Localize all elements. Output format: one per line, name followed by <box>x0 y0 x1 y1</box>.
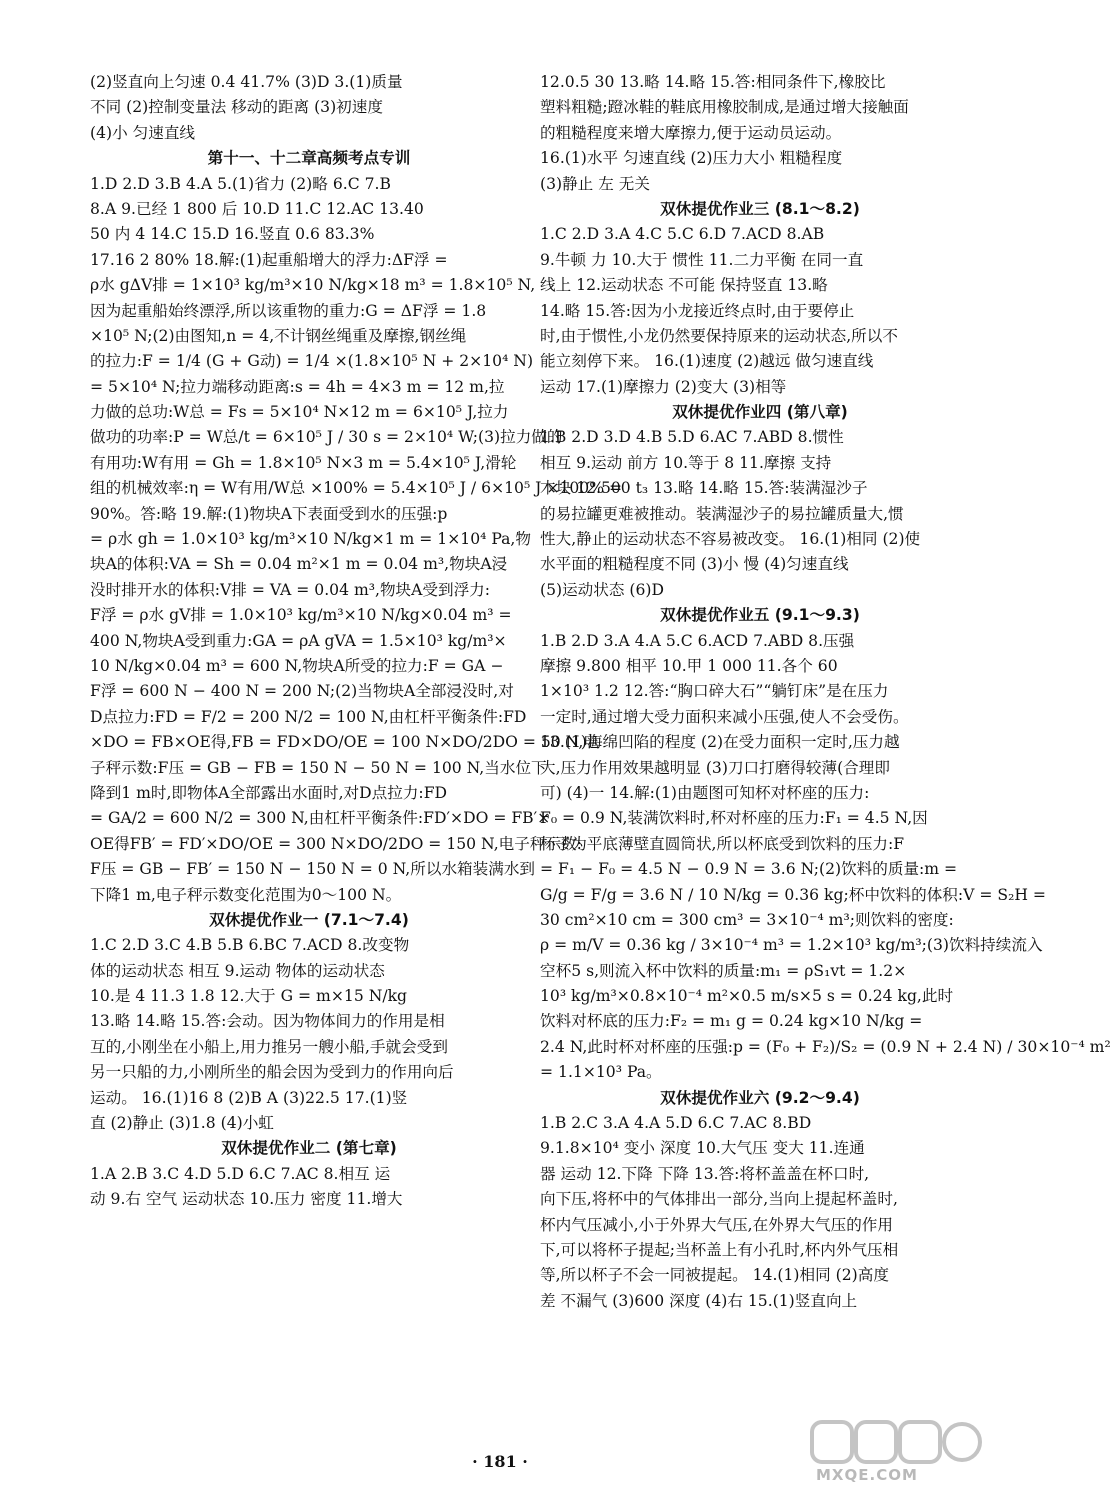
text-line: 差 不漏气 (3)600 深度 (4)右 15.(1)竖直向上 <box>540 1291 858 1310</box>
section-heading: 双休提优作业四 (第八章) <box>672 403 848 422</box>
text-line: 体的运动状态 相互 9.运动 物体的运动状态 <box>90 961 385 980</box>
text-line: F压 = GB − FB′ = 150 N − 150 N = 0 N,所以水箱装满水到 <box>90 860 536 879</box>
text-line: 下,可以将杯子提起;当杯盖上有小孔时,杯内外气压相 <box>540 1240 899 1259</box>
watermark-text: MXQE.COM <box>816 1466 918 1484</box>
section-heading: 双休提优作业六 (9.2～9.4) <box>660 1088 860 1107</box>
text-line: F浮 = ρ水 gV排 = 1.0×10³ kg/m³×10 N/kg×0.04 m³ = <box>90 606 512 625</box>
text-line: = GA/2 = 600 N/2 = 300 N,由杠杆平衡条件:FD′×DO = FB′× <box>90 809 551 828</box>
text-line: 90%。答:略 19.解:(1)物块A下表面受到水的压强:p <box>90 504 448 523</box>
text-line: 塑料粗糙;蹬冰鞋的鞋底用橡胶制成,是通过增大接触面 <box>540 98 909 117</box>
text-line: 30 cm²×10 cm = 300 cm³ = 3×10⁻⁴ m³;则饮料的密度: <box>540 910 954 929</box>
text-line: 1.D 2.D 3.B 4.A 5.(1)省力 (2)略 6.C 7.B <box>90 174 391 193</box>
text-line: 木块 12.500 t₃ 13.略 14.略 15.答:装满湿沙子 <box>540 479 868 498</box>
text-line: 摩擦 9.800 相平 10.甲 1 000 11.各个 60 <box>540 656 838 675</box>
text-line: 互的,小刚坐在小船上,用力推另一艘小船,手就会受到 <box>90 1037 448 1056</box>
text-line: 13.(1)海绵凹陷的程度 (2)在受力面积一定时,压力越 <box>540 733 900 752</box>
text-line: 饮料对杯底的压力:F₂ = m₁ g = 0.24 kg×10 N/kg = <box>540 1012 923 1031</box>
text-line: 1.A 2.B 3.C 4.D 5.D 6.C 7.AC 8.相互 运 <box>90 1164 391 1183</box>
text-line: 50 内 4 14.C 15.D 16.竖直 0.6 83.3% <box>90 225 375 244</box>
text-line: 块A的体积:VA = Sh = 0.04 m²×1 m = 0.04 m³,物块A浸 <box>90 555 508 574</box>
text-line: 1.C 2.D 3.C 4.B 5.B 6.BC 7.ACD 8.改变物 <box>90 936 410 955</box>
text-line: 做功的功率:P = W总/t = 6×10⁵ J / 30 s = 2×10⁴ W;(3)拉力做的 <box>90 428 563 447</box>
section-heading: 双休提优作业二 (第七章) <box>221 1139 397 1158</box>
text-line: 1.B 2.C 3.A 4.A 5.D 6.C 7.AC 8.BD <box>540 1114 812 1133</box>
text-line: = 1.1×10³ Pa。 <box>540 1063 662 1082</box>
text-line: 因为起重船始终漂浮,所以该重物的重力:G = ΔF浮 = 1.8 <box>90 301 487 320</box>
text-line: 等,所以杯子不会一同被提起。 14.(1)相同 (2)高度 <box>540 1266 889 1285</box>
text-line: D点拉力:FD = F/2 = 200 N/2 = 100 N,由杠杆平衡条件:FD <box>90 707 527 726</box>
text-line: 运动 17.(1)摩擦力 (2)变大 (3)相等 <box>540 377 787 396</box>
text-line: ρ = m/V = 0.36 kg / 3×10⁻⁴ m³ = 1.2×10³ kg/m³;(3)饮料持续流入 <box>540 936 1043 955</box>
text-line: 运动。 16.(1)16 8 (2)B A (3)22.5 17.(1)竖 <box>90 1088 408 1107</box>
text-line: 1×10³ 1.2 12.答:“胸口碎大石”“躺钉床”是在压力 <box>540 682 889 701</box>
text-line: ×DO = FB×OE得,FB = FD×DO/OE = 100 N×DO/2DO = 50 N,电 <box>90 733 599 752</box>
text-line: 器 运动 12.下降 下降 13.答:将杯盖盖在杯口时, <box>540 1164 870 1183</box>
text-line: (2)竖直向上匀速 0.4 41.7% (3)D 3.(1)质量 <box>90 73 403 91</box>
text-line: 可) (4)一 14.解:(1)由题图可知杯对杯座的压力: <box>540 783 870 802</box>
text-line: 性大,静止的运动状态不容易被改变。 16.(1)相同 (2)使 <box>540 530 921 549</box>
text-line: 9.牛顿 力 10.大于 惯性 11.二力平衡 在同一直 <box>540 250 864 269</box>
text-line: 杯内气压减小,小于外界大气压,在外界大气压的作用 <box>540 1215 893 1234</box>
text-line: 直 (2)静止 (3)1.8 (4)小虹 <box>90 1114 274 1133</box>
text-line: 10.是 4 11.3 1.8 12.大于 G = m×15 N/kg <box>90 987 408 1006</box>
text-line: G/g = F/g = 3.6 N / 10 N/kg = 0.36 kg;杯中饮料的体积:V = S₂H = <box>540 885 1046 904</box>
text-line: 没时排开水的体积:V排 = VA = 0.04 m³,物块A受到浮力: <box>90 580 491 599</box>
text-line: 时,由于惯性,小龙仍然要保持原来的运动状态,所以不 <box>540 326 898 345</box>
section-heading: 双休提优作业三 (8.1～8.2) <box>660 199 860 218</box>
text-line: 1.B 2.D 3.D 4.B 5.D 6.AC 7.ABD 8.惯性 <box>540 428 844 447</box>
text-line: F浮 = 600 N − 400 N = 200 N;(2)当物块A全部浸没时,对 <box>90 682 514 701</box>
text-line: 的易拉罐更难被推动。装满湿沙子的易拉罐质量大,惯 <box>540 504 904 523</box>
text-line: 能立刻停下来。 16.(1)速度 (2)越远 做匀速直线 <box>540 352 874 371</box>
text-line: 线上 12.运动状态 不可能 保持竖直 13.略 <box>540 276 828 295</box>
text-line: F₀ = 0.9 N,装满饮料时,杯对杯座的压力:F₁ = 4.5 N,因 <box>540 809 928 828</box>
text-line: 空杯5 s,则流入杯中饮料的质量:m₁ = ρS₁vt = 1.2× <box>540 961 907 980</box>
text-line: 有用功:W有用 = Gh = 1.8×10⁵ N×3 m = 5.4×10⁵ J,滑轮 <box>90 453 517 472</box>
watermark-logo <box>810 1418 990 1488</box>
section-heading: 第十一、十二章高频考点专训 <box>207 149 411 168</box>
section-heading: 双休提优作业五 (9.1～9.3) <box>660 606 860 625</box>
text-line: ×10⁵ N;(2)由图知,n = 4,不计钢丝绳重及摩擦,钢丝绳 <box>90 326 467 345</box>
text-line: 8.A 9.已经 1 800 后 10.D 11.C 12.AC 13.40 <box>90 199 424 218</box>
text-line: 不同 (2)控制变量法 移动的距离 (3)初速度 <box>90 98 383 117</box>
text-line: 13.略 14.略 15.答:会动。因为物体间力的作用是相 <box>90 1012 445 1031</box>
text-line: 的粗糙程度来增大摩擦力,便于运动员运动。 <box>540 123 842 142</box>
text-line: OE得FB′ = FD′×DO/OE = 300 N×DO/2DO = 150 N,电子秤示数: <box>90 834 582 853</box>
text-line: 1.C 2.D 3.A 4.C 5.C 6.D 7.ACD 8.AB <box>540 225 825 244</box>
text-line: 10³ kg/m³×0.8×10⁻⁴ m²×0.5 m/s×5 s = 0.24 kg,此时 <box>540 987 954 1006</box>
text-line: 12.0.5 30 13.略 14.略 15.答:相同条件下,橡胶比 <box>540 73 886 91</box>
text-line: 的拉力:F = 1/4 (G + G动) = 1/4 ×(1.8×10⁵ N + 2×10⁴ N) <box>90 352 534 371</box>
page-number: · 181 · <box>472 1452 528 1471</box>
watermark-icon <box>810 1418 990 1468</box>
text-line: 大,压力作用效果越明显 (3)刀口打磨得较薄(合理即 <box>540 758 890 777</box>
text-line: 一定时,通过增大受力面积来减小压强,使人不会受伤。 <box>540 707 909 726</box>
right-column <box>540 70 1111 1314</box>
text-line: 组的机械效率:η = W有用/W总 ×100% = 5.4×10⁵ J / 6×10⁵ J ×100% = <box>90 479 623 498</box>
text-line: 10 N/kg×0.04 m³ = 600 N,物块A所受的拉力:F = GA − <box>90 656 504 675</box>
text-line: ρ水 gΔV排 = 1×10³ kg/m³×10 N/kg×18 m³ = 1.8×10⁵ N, <box>90 276 536 295</box>
text-line: 17.16 2 80% 18.解:(1)起重船增大的浮力:ΔF浮 = <box>90 250 448 269</box>
text-line: 子秤示数:F压 = GB − FB = 150 N − 50 N = 100 N,当水位下 <box>90 758 547 777</box>
text-line: 向下压,将杯中的气体排出一部分,当向上提起杯盖时, <box>540 1190 898 1209</box>
text-line: 水平面的粗糙程度不同 (3)小 慢 (4)匀速直线 <box>540 555 849 574</box>
text-line: 下降1 m,电子秤示数变化范围为0～100 N。 <box>90 885 402 904</box>
text-line: 力做的总功:W总 = Fs = 5×10⁴ N×12 m = 6×10⁵ J,拉力 <box>90 403 509 422</box>
text-line: = F₁ − F₀ = 4.5 N − 0.9 N = 3.6 N;(2)饮料的质量:m = <box>540 860 958 879</box>
text-line: 16.(1)水平 匀速直线 (2)压力大小 粗糙程度 <box>540 149 843 168</box>
text-line: (3)静止 左 无关 <box>540 174 650 193</box>
section-heading: 双休提优作业一 (7.1～7.4) <box>209 910 409 929</box>
text-line: 9.1.8×10⁴ 变小 深度 10.大气压 变大 11.连通 <box>540 1139 865 1158</box>
text-line: 400 N,物块A受到重力:GA = ρA gVA = 1.5×10³ kg/m³× <box>90 631 507 650</box>
text-line: 杯子为平底薄壁直圆筒状,所以杯底受到饮料的压力:F <box>540 834 905 853</box>
text-line: 14.略 15.答:因为小龙接近终点时,由于要停止 <box>540 301 855 320</box>
text-line: = 5×10⁴ N;拉力端移动距离:s = 4h = 4×3 m = 12 m,拉 <box>90 377 505 396</box>
text-line: (4)小 匀速直线 <box>90 123 196 142</box>
text-line: 2.4 N,此时杯对杯座的压强:p = (F₀ + F₂)/S₂ = (0.9 N + 2.4 N) / 30×10⁻⁴ m² <box>540 1037 1111 1056</box>
text-line: 降到1 m时,即物体A全部露出水面时,对D点拉力:FD <box>90 783 448 802</box>
text-line: 动 9.右 空气 运动状态 10.压力 密度 11.增大 <box>90 1190 403 1209</box>
text-line: (5)运动状态 (6)D <box>540 580 665 599</box>
text-line: 相互 9.运动 前方 10.等于 8 11.摩擦 支持 <box>540 453 832 472</box>
text-line: = ρ水 gh = 1.0×10³ kg/m³×10 N/kg×1 m = 1×10⁴ Pa,物 <box>90 530 531 549</box>
text-line: 另一只船的力,小刚所坐的船会因为受到力的作用向后 <box>90 1063 454 1082</box>
text-line: 1.B 2.D 3.A 4.A 5.C 6.ACD 7.ABD 8.压强 <box>540 631 855 650</box>
